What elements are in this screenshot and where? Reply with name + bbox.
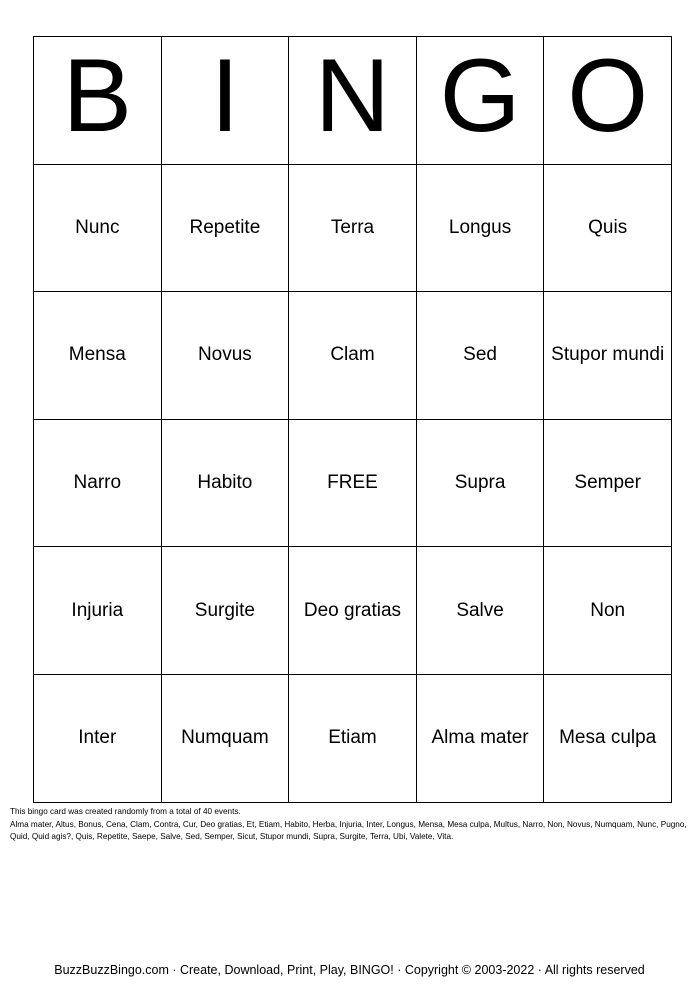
grid-cell	[289, 547, 417, 675]
grid-row	[34, 674, 672, 802]
grid-cell	[161, 547, 289, 675]
grid-cell	[34, 164, 162, 292]
grid-cell	[161, 674, 289, 802]
grid-cell	[161, 292, 289, 420]
grid-cell	[416, 292, 544, 420]
grid-row	[34, 164, 672, 292]
header-letter: I	[210, 38, 240, 155]
cell-text: Mesa culpa	[559, 727, 657, 749]
grid-cell	[34, 292, 162, 420]
grid-cell	[34, 419, 162, 547]
grid-cell	[544, 674, 672, 802]
grid-row	[34, 419, 672, 547]
grid-cell	[34, 547, 162, 675]
header-cell-i	[161, 37, 289, 165]
grid-cell	[289, 674, 417, 802]
cell-text: Habito	[197, 472, 253, 494]
header-cell-o	[544, 37, 672, 165]
grid-cell	[289, 292, 417, 420]
cell-text: Sed	[463, 344, 497, 366]
cell-text: Inter	[78, 727, 117, 749]
grid-row	[34, 292, 672, 420]
cell-text: Stupor mundi	[551, 344, 665, 366]
header-row	[34, 37, 672, 165]
grid-cell	[416, 164, 544, 292]
header-letter: B	[62, 38, 132, 155]
info-summary: This bingo card was created randomly from a total of 40 events.	[10, 807, 241, 816]
cell-text: Non	[590, 599, 626, 621]
cell-text: Numquam	[181, 727, 269, 749]
free-cell	[289, 419, 417, 547]
cell-text: Surgite	[194, 599, 255, 621]
grid-cell	[544, 292, 672, 420]
cell-text: Semper	[574, 472, 641, 494]
grid-cell	[34, 674, 162, 802]
grid-cell	[416, 674, 544, 802]
bingo-card	[33, 36, 672, 803]
grid-cell	[416, 419, 544, 547]
cell-text: Etiam	[328, 727, 377, 749]
cell-text: Injuria	[71, 599, 124, 621]
grid-cell	[544, 164, 672, 292]
cell-text: Supra	[454, 472, 506, 494]
header-cell-b	[34, 37, 162, 165]
cell-text: FREE	[327, 472, 378, 494]
grid-row	[34, 547, 672, 675]
header-cell-g	[416, 37, 544, 165]
cell-text: Clam	[330, 344, 375, 366]
grid-cell	[416, 547, 544, 675]
cell-text: Repetite	[189, 216, 261, 238]
card-info	[10, 806, 690, 844]
grid-cell	[544, 547, 672, 675]
grid-cell	[161, 419, 289, 547]
cell-text: Novus	[197, 344, 252, 366]
cell-text: Quis	[588, 216, 628, 238]
cell-text: Salve	[456, 599, 504, 621]
cell-text: Terra	[330, 216, 375, 238]
footer-copyright: BuzzBuzzBingo.com · Create, Download, Print, Play, BINGO! · Copyright © 2003-2022 · All rights reserved	[54, 963, 645, 977]
header-letter: N	[314, 38, 391, 155]
grid-cell	[544, 419, 672, 547]
cell-text: Longus	[448, 216, 512, 238]
cell-text: Narro	[73, 472, 122, 494]
grid-cell	[289, 164, 417, 292]
cell-text: Nunc	[75, 216, 120, 238]
header-letter: G	[439, 38, 521, 155]
cell-text: Alma mater	[431, 727, 529, 749]
header-letter: O	[567, 38, 649, 155]
header-cell-n	[289, 37, 417, 165]
cell-text: Mensa	[68, 344, 126, 366]
info-event-list: Alma mater, Altus, Bonus, Cena, Clam, Contra, Cur, Deo gratias, Et, Etiam, Habito, Herba, Injuria, Inter, Longus, Mensa, Mesa culpa, Multus, Narro, Non, Novus, Numquam, Nunc, Pugno, Quid, Quid agis?, Quis, Repetite, Saepe, Salve, Sed, Semper, Sicut, Stupor mundi, Supra, Surgite, Terra, Ubi, Valete, Vita.	[10, 819, 687, 841]
cell-text: Deo gratias	[303, 599, 402, 621]
grid-cell	[161, 164, 289, 292]
